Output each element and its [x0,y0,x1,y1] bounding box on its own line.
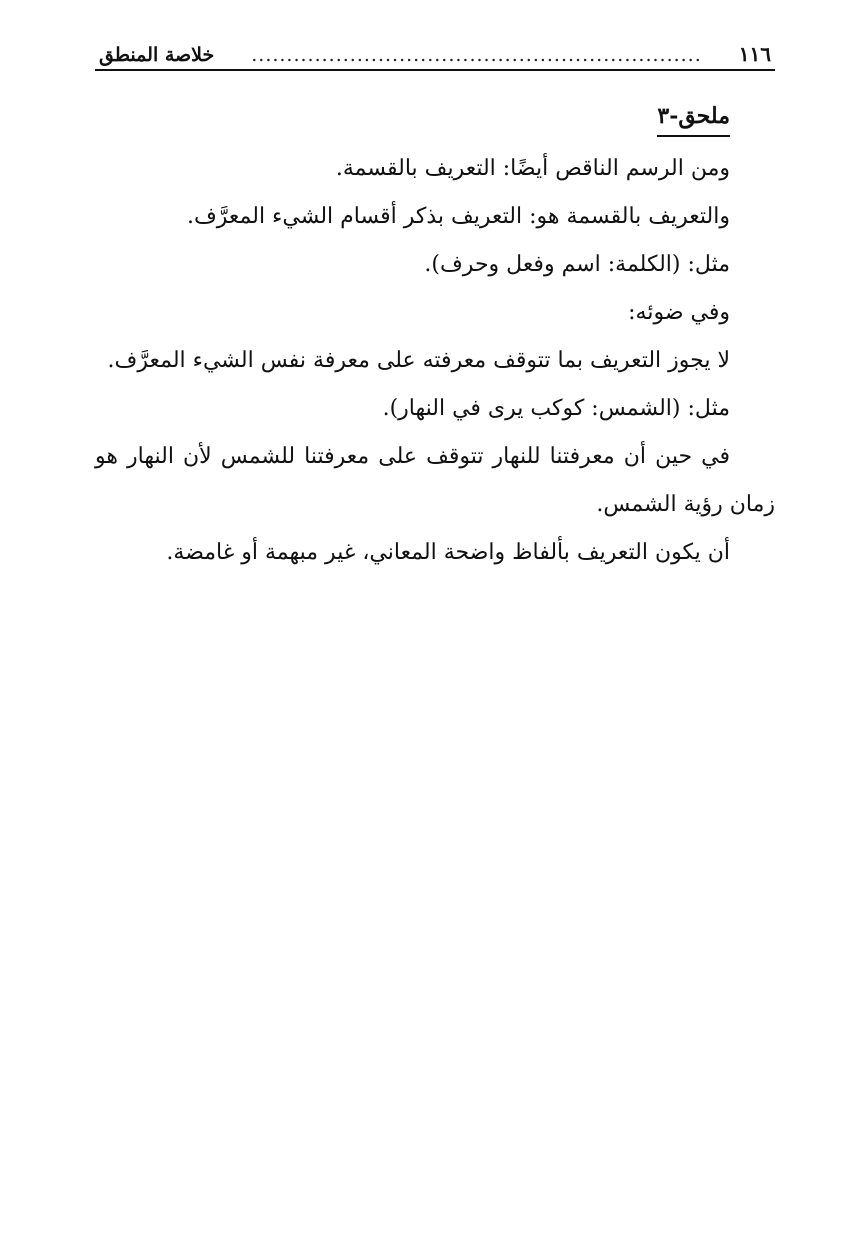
text-line-6: مثل: (الشمس: كوكب يرى في النهار). [382,396,730,421]
word: لأن [182,444,212,469]
book-page [95,30,775,1230]
word: معرفتنا [549,444,615,469]
page-number: ١١٦ [738,42,771,66]
section-heading: ملحق-٣ [657,99,730,137]
word: على [378,444,418,469]
text-line-3: مثل: (الكلمة: اسم وفعل وحرف). [424,252,730,277]
text-line-4: وفي ضوئه: [628,300,730,325]
word: معرفتنا [304,444,370,469]
header-dot-leader: ................................................................ [251,44,702,66]
word: في [701,444,730,469]
running-header [95,30,775,71]
text-line-2: والتعريف بالقسمة هو: التعريف بذكر أقسام الشيء المعرَّف. [186,204,730,229]
paragraph-line-1 [95,433,730,481]
page-content [95,99,775,577]
book-title: خلاصة المنطق [99,44,215,66]
word: حين [655,444,693,469]
text-line-1: ومن الرسم الناقص أيضًا: التعريف بالقسمة. [335,156,730,181]
text-line-final: أن يكون التعريف بألفاظ واضحة المعاني، غير مبهمة أو غامضة. [166,540,730,565]
word: للنهار [492,444,541,469]
word: للشمس [220,444,296,469]
word: النهار [127,444,174,469]
word: تتوقف [426,444,484,469]
word: أن [623,444,647,469]
text-line-5: لا يجوز التعريف بما تتوقف معرفته على معرفة نفس الشيء المعرَّف. [107,348,730,373]
word: هو [95,444,118,469]
paragraph-line-2: زمان رؤية الشمس. [596,492,775,517]
